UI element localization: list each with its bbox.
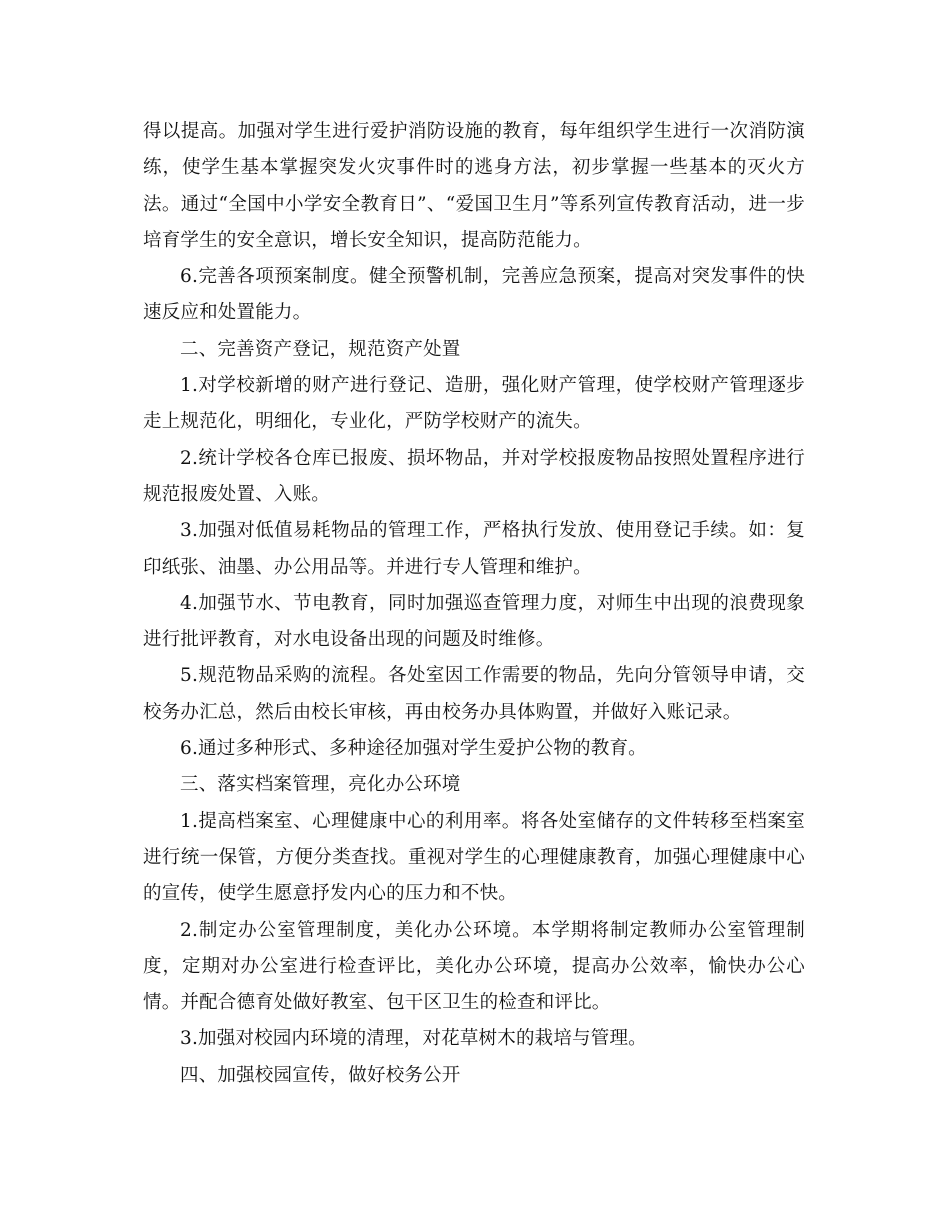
section-heading: 四、加强校园宣传，做好校务公开 <box>180 1064 461 1086</box>
section-heading: 三、落实档案管理，亮化办公环境 <box>180 774 461 796</box>
paragraph-item: 1.对学校新增的财产进行登记、造册，强化财产管理，使学校财产管理逐步走上规范化，明细化，专业化，严防学校财产的流失。 <box>143 375 805 433</box>
paragraph-item: 3.加强对低值易耗物品的管理工作，严格执行发放、使用登记手续。如：复印纸张、油墨、办公用品等。并进行专人管理和维护。 <box>143 520 805 578</box>
paragraph-item: 1.提高档案室、心理健康中心的利用率。将各处室储存的文件转移至档案室进行统一保管，方便分类查找。重视对学生的心理健康教育，加强心理健康中心的宣传，使学生愿意抒发内心的压力和不快。 <box>143 810 805 905</box>
paragraph-item: 6.完善各项预案制度。健全预警机制，完善应急预案，提高对突发事件的快速反应和处置能力。 <box>143 266 805 324</box>
document-body <box>143 114 805 1094</box>
section-heading: 二、完善资产登记，规范资产处置 <box>180 338 461 360</box>
paragraph-item: 5.规范物品采购的流程。各处室因工作需要的物品，先向分管领导申请，交校务办汇总，然后由校长审核，再由校务办具体购置，并做好入账记录。 <box>143 665 805 723</box>
paragraph-item: 2.制定办公室管理制度，美化办公环境。本学期将制定教师办公室管理制度，定期对办公室进行检查评比，美化办公环境，提高办公效率，愉快办公心情。并配合德育处做好教室、包干区卫生的检查和评比。 <box>143 919 805 1014</box>
paragraph-item: 2.统计学校各仓库已报废、损坏物品，并对学校报废物品按照处置程序进行规范报废处置、入账。 <box>143 447 805 505</box>
paragraph-item: 3.加强对校园内环境的清理，对花草树木的栽培与管理。 <box>180 1028 647 1050</box>
paragraph-item: 6.通过多种形式、多种途径加强对学生爱护公物的教育。 <box>180 738 647 760</box>
paragraph-continuation: 得以提高。加强对学生进行爱护消防设施的教育，每年组织学生进行一次消防演练，使学生基本掌握突发火灾事件时的逃身方法，初步掌握一些基本的灭火方法。通过“全国中小学安全教育日”、“爱国卫生月”等系列宣传教育活动，进一步培育学生的安全意识，增长安全知识，提高防范能力。 <box>143 121 805 251</box>
paragraph-item: 4.加强节水、节电教育，同时加强巡查管理力度，对师生中出现的浪费现象进行批评教育，对水电设备出现的问题及时维修。 <box>143 592 805 651</box>
